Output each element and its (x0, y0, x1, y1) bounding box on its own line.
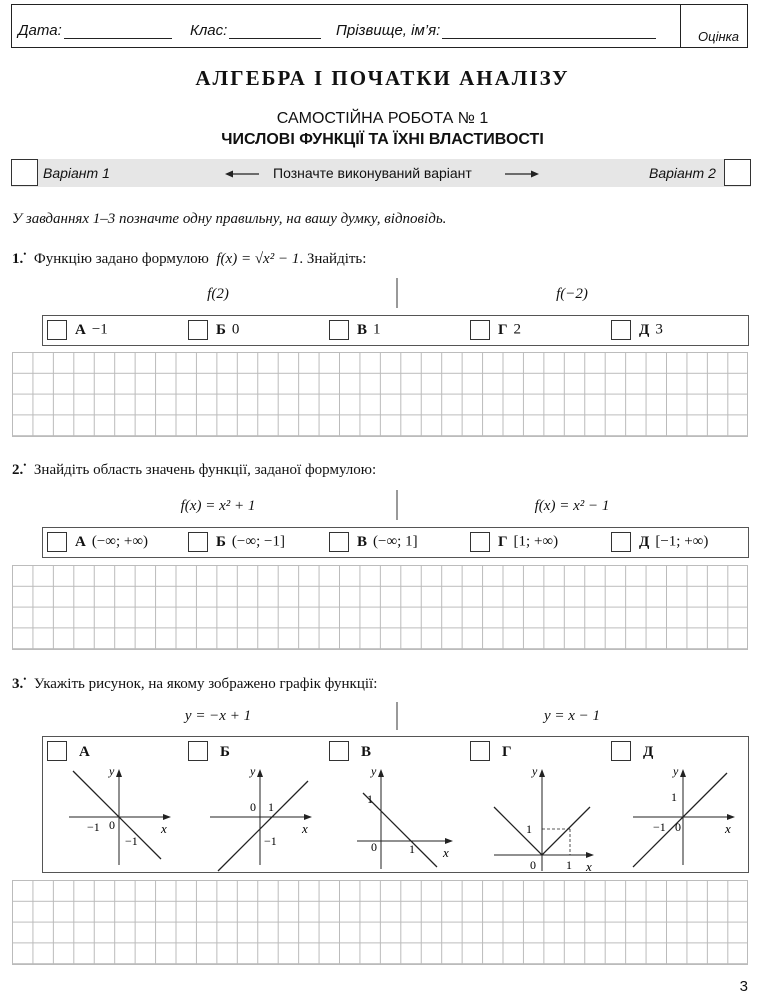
origin-label: 0 (250, 800, 256, 814)
variant2-checkbox[interactable] (724, 159, 751, 186)
y-value-label: 1 (526, 822, 532, 836)
option-letter: Д (639, 533, 650, 550)
q3-graph-1 (63, 765, 177, 873)
q3-graph-5 (627, 765, 741, 873)
option-letter: В (357, 533, 368, 550)
q3-option-2-checkbox[interactable] (188, 741, 208, 761)
option-value: 0 (231, 321, 240, 338)
option-value: [−1; +∞) (655, 533, 709, 550)
q3-option-2[interactable] (188, 741, 318, 869)
q1-answers (42, 315, 749, 346)
q3-option-4[interactable] (470, 741, 600, 873)
arrow-right-icon (505, 169, 539, 179)
date-label: Дата: (18, 22, 62, 39)
q1-option-5-checkbox[interactable] (611, 320, 631, 340)
q3-divider (396, 702, 398, 730)
y-axis-label: y (250, 765, 256, 778)
option-value: 2 (513, 321, 522, 338)
x-intercept-label: 1 (268, 800, 274, 814)
x-intercept-label: 1 (409, 842, 415, 856)
question-3: 3.• Укажіть рисунок, на якому зображено графік функції: (12, 674, 378, 692)
variant1-label: Варіант 1 (43, 165, 110, 181)
q2-number: 2. (12, 462, 24, 478)
q2-option-3[interactable] (329, 532, 418, 552)
page-number: 3 (739, 978, 748, 995)
q1-tail: . Знайдіть: (299, 251, 367, 267)
q2-divider (396, 490, 398, 520)
q2-answers (42, 527, 749, 558)
variant2-label: Варіант 2 (649, 165, 716, 181)
option-letter: Б (220, 744, 230, 760)
y-axis-label: y (532, 765, 538, 778)
q1-formula: f(x) = √x² − 1 (216, 251, 300, 267)
q3-option-5-checkbox[interactable] (611, 741, 631, 761)
q3-answers (42, 736, 749, 873)
q1-text: Функцію задано формулою (33, 251, 209, 267)
q2-text: Знайдіть область значень функції, заданої формулою: (33, 462, 377, 478)
q1-option-4[interactable] (470, 320, 521, 340)
q2-option-3-checkbox[interactable] (329, 532, 349, 552)
q3-graph-3 (345, 765, 459, 873)
y-axis-label: y (371, 765, 377, 778)
option-value: 3 (655, 321, 663, 338)
arrow-left-icon (225, 169, 259, 179)
q3-option-3[interactable] (329, 741, 459, 869)
y-intercept-label: −1 (125, 834, 138, 848)
option-letter: Г (498, 533, 508, 550)
question-1: 1.• Функцію задано формулою f(x) = √x² − 1. Знайдіть: (12, 249, 367, 267)
option-value: (−∞; 1] (373, 533, 418, 550)
option-value: (−∞; +∞) (91, 533, 149, 550)
x-intercept-label: −1 (87, 820, 100, 834)
x-axis-label: x (302, 821, 308, 836)
q2-option-2[interactable] (188, 532, 285, 552)
option-letter: Б (216, 533, 226, 550)
option-letter: В (357, 321, 368, 338)
q3-variant1-expr: y = −x + 1 (184, 708, 252, 724)
option-value: 1 (373, 321, 381, 338)
option-letter: А (79, 744, 90, 760)
q2-option-1[interactable] (47, 532, 148, 552)
header-fields (12, 5, 681, 47)
q2-option-4[interactable] (470, 532, 558, 552)
q2-option-5-checkbox[interactable] (611, 532, 631, 552)
student-header (11, 4, 748, 48)
q3-graph-4 (486, 765, 600, 873)
subject-title: АЛГЕБРА І ПОЧАТКИ АНАЛІЗУ (195, 66, 570, 90)
instruction: У завданнях 1–3 позначте одну правильну, на вашу думку, відповідь. (12, 211, 447, 227)
variant-bar (11, 159, 751, 187)
class-label: Клас: (190, 22, 228, 39)
q2-variant2-expr: f(x) = x² − 1 (534, 498, 610, 514)
grade-label: Оцінка (698, 29, 739, 44)
q3-variant2-expr: y = x − 1 (543, 708, 601, 724)
option-letter: А (75, 533, 86, 550)
option-letter: В (361, 744, 372, 760)
date-field[interactable] (18, 22, 172, 39)
option-letter: Г (498, 321, 508, 338)
q1-option-2[interactable] (188, 320, 239, 340)
class-field[interactable] (190, 22, 321, 39)
q3-option-4-checkbox[interactable] (470, 741, 490, 761)
work-title: САМОСТІЙНА РОБОТА № 1 (276, 110, 489, 127)
q2-variant1-expr: f(x) = x² + 1 (180, 498, 256, 514)
q1-option-4-checkbox[interactable] (470, 320, 490, 340)
q2-option-5[interactable] (611, 532, 708, 552)
x-axis-label: x (725, 821, 731, 836)
q3-option-1-checkbox[interactable] (47, 741, 67, 761)
y-intercept-label: 1 (671, 790, 677, 804)
variant1-checkbox[interactable] (11, 159, 38, 186)
option-letter: Д (639, 321, 650, 338)
q3-option-5[interactable] (611, 741, 741, 869)
origin-label: 0 (109, 818, 115, 832)
q3-text: Укажіть рисунок, на якому зображено графік функції: (33, 676, 378, 692)
q3-option-1[interactable] (47, 741, 177, 869)
y-intercept-label: 1 (367, 792, 373, 806)
question-2: 2.• Знайдіть область значень функції, заданої формулою: (12, 460, 377, 478)
x-value-label: 1 (566, 858, 572, 872)
y-intercept-label: −1 (264, 834, 277, 848)
option-value: −1 (91, 321, 108, 338)
x-axis-label: x (161, 821, 167, 836)
q2-option-4-checkbox[interactable] (470, 532, 490, 552)
x-axis-label: x (443, 845, 449, 860)
name-label: Прізвище, ім’я: (336, 22, 441, 39)
q1-option-1[interactable] (47, 320, 108, 340)
q2-option-2-checkbox[interactable] (188, 532, 208, 552)
q1-number: 1. (12, 251, 24, 267)
option-value: (−∞; −1] (231, 533, 285, 550)
option-letter: А (75, 321, 86, 338)
q2-option-1-checkbox[interactable] (47, 532, 67, 552)
q1-option-2-checkbox[interactable] (188, 320, 208, 340)
topic-title: ЧИСЛОВІ ФУНКЦІЇ ТА ЇХНІ ВЛАСТИВОСТІ (221, 131, 544, 148)
q1-option-3[interactable] (329, 320, 381, 340)
q3-option-3-checkbox[interactable] (329, 741, 349, 761)
q1-option-3-checkbox[interactable] (329, 320, 349, 340)
q1-work-grid (12, 352, 748, 437)
x-axis-label: x (586, 859, 592, 873)
q1-variant1-expr: f(2) (207, 286, 229, 302)
y-axis-label: y (109, 765, 115, 778)
option-letter: Д (643, 744, 654, 760)
option-value: [1; +∞) (513, 533, 559, 550)
origin-label: 0 (675, 820, 681, 834)
y-axis-label: y (673, 765, 679, 778)
q1-variant2-expr: f(−2) (556, 286, 588, 302)
option-letter: Г (502, 744, 512, 760)
q2-work-grid (12, 565, 748, 650)
q1-option-1-checkbox[interactable] (47, 320, 67, 340)
option-letter: Б (216, 321, 226, 338)
x-intercept-label: −1 (653, 820, 666, 834)
q3-work-grid (12, 880, 748, 965)
q1-option-5[interactable] (611, 320, 663, 340)
name-field[interactable] (336, 22, 656, 39)
variant-hint: Позначте виконуваний варіант (273, 165, 472, 181)
origin-label: 0 (371, 840, 377, 854)
q3-number: 3. (12, 676, 24, 692)
q1-divider (396, 278, 398, 308)
origin-label: 0 (530, 858, 536, 872)
q3-graph-2 (204, 765, 318, 873)
